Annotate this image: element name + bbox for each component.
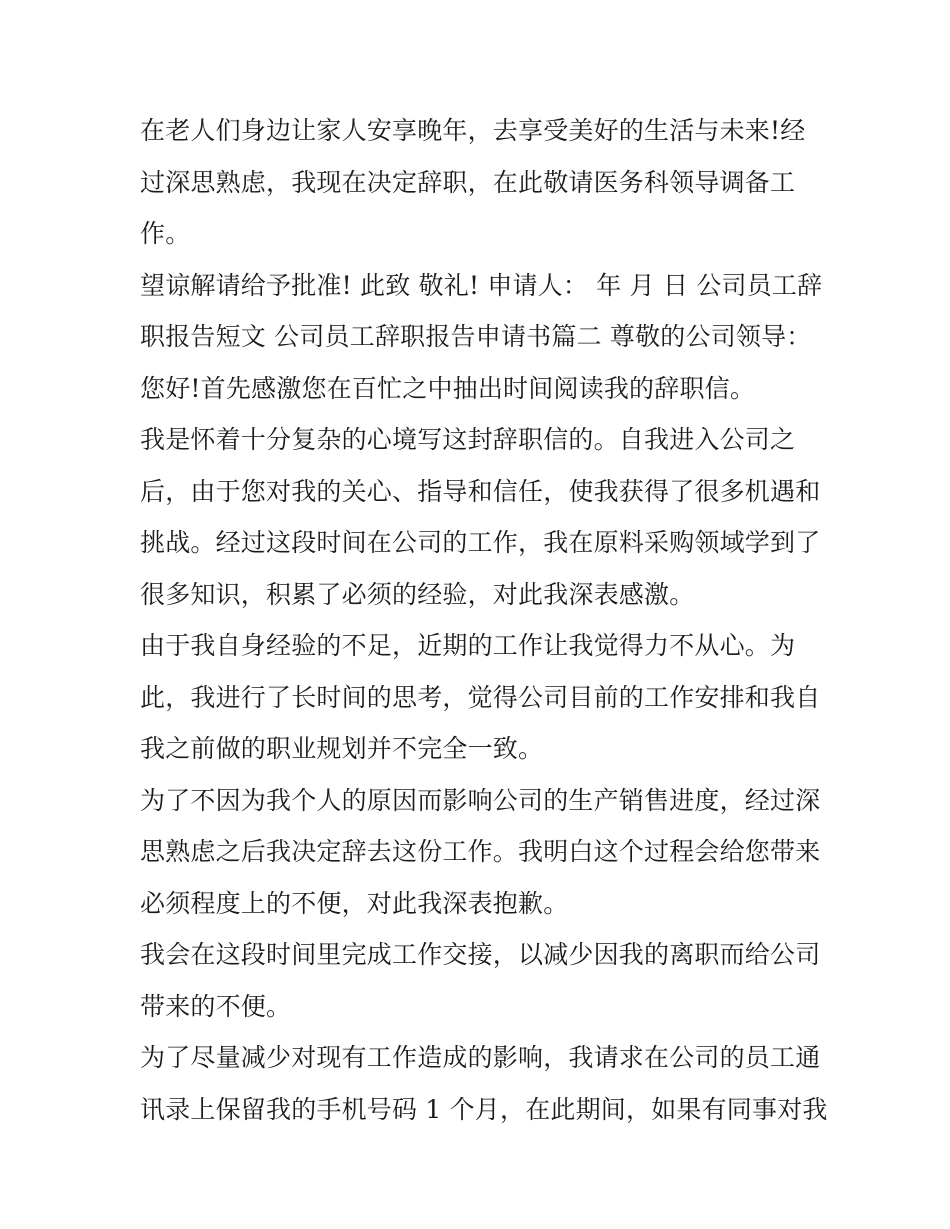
text-line: 讯录上保留我的手机号码 1 个月，在此期间，如果有同事对我 <box>140 1094 828 1124</box>
text-line: 由于我自身经验的不足，近期的工作让我觉得力不从心。为 <box>140 631 796 660</box>
text-line: 带来的不便。 <box>140 991 292 1021</box>
text-line: 必须程度上的不便，对此我深表抱歉。 <box>140 888 569 918</box>
text-line: 过深思熟虑，我现在决定辞职，在此敬请医务科领导调备工 <box>140 167 796 197</box>
text-line: 职报告短文 公司员工辞职报告申请书篇二 尊敬的公司领导： <box>140 322 812 351</box>
document-body <box>140 105 828 1135</box>
text-line: 很多知识，积累了必须的经验，对此我深表感激。 <box>140 579 695 609</box>
text-line: 挑战。经过这段时间在公司的工作，我在原料采购领域学到了 <box>140 528 821 557</box>
text-line: 在老人们身边让家人安享晚年，去享受美好的生活与未来!经 <box>140 116 806 145</box>
text-line: 思熟虑之后我决定辞去这份工作。我明白这个过程会给您带来 <box>140 837 821 866</box>
text-line: 我会在这段时间里完成工作交接，以减少因我的离职而给公司 <box>140 940 821 969</box>
text-line: 望谅解请给予批准! 此致 敬礼! 申请人： 年 月 日 公司员工辞 <box>140 270 823 300</box>
text-line: 作。 <box>140 219 191 248</box>
text-line: 此，我进行了长时间的思考，觉得公司目前的工作安排和我自 <box>140 682 821 712</box>
text-line: 我是怀着十分复杂的心境写这封辞职信的。自我进入公司之 <box>140 425 796 454</box>
text-line: 我之前做的职业规划并不完全一致。 <box>140 734 544 763</box>
text-line: 为了尽量减少对现有工作造成的影响，我请求在公司的员工通 <box>140 1043 821 1072</box>
text-line: 后，由于您对我的关心、指导和信任，使我获得了很多机遇和 <box>140 476 821 506</box>
text-line: 为了不因为我个人的原因而影响公司的生产销售进度，经过深 <box>140 785 821 815</box>
text-line: 您好!首先感激您在百忙之中抽出时间阅读我的辞职信。 <box>140 373 756 403</box>
